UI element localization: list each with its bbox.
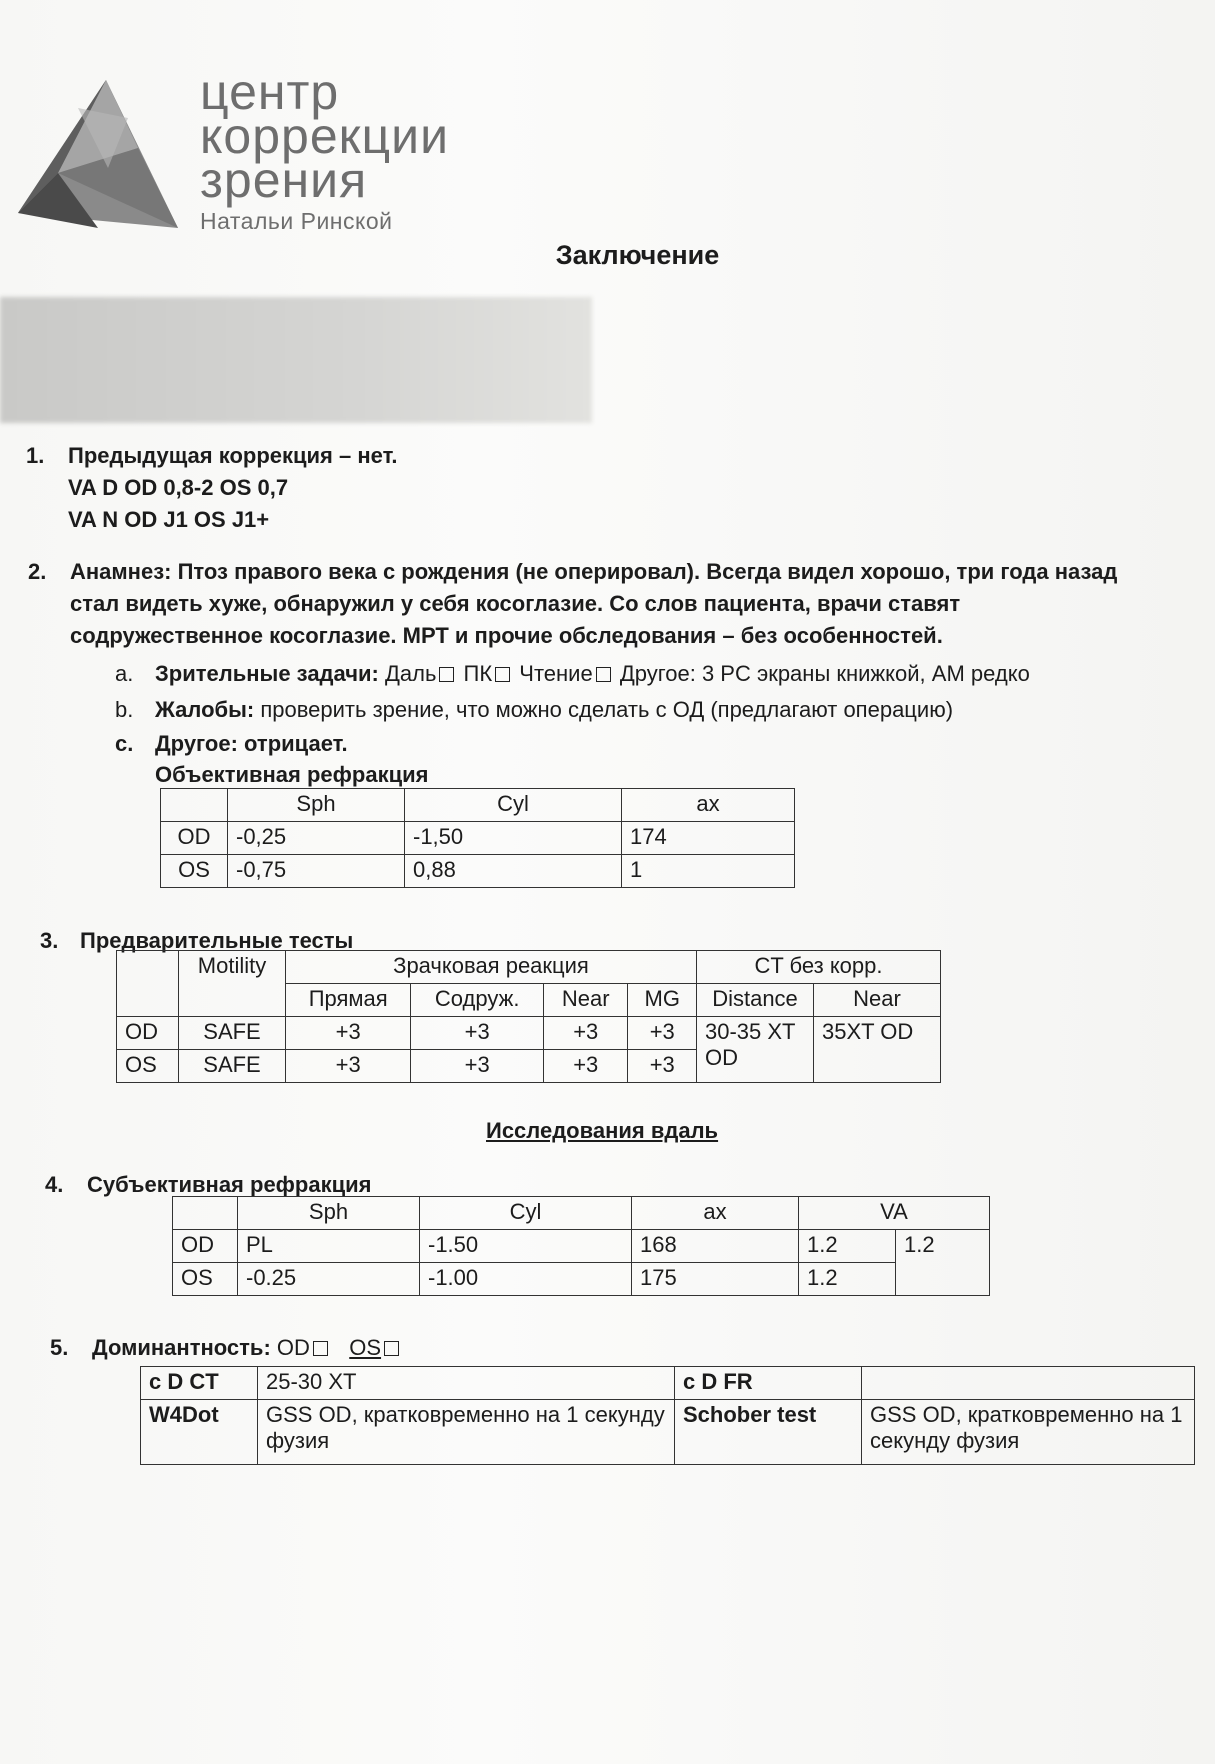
table-cell: 1.2 (799, 1230, 896, 1263)
table-cell: -0,75 (228, 855, 405, 888)
checkbox-distance (439, 667, 454, 682)
logo-text (200, 64, 450, 235)
section-2-number: 2. (28, 559, 47, 584)
other-text: Другое: отрицает. (155, 731, 348, 756)
ct-distance-cell: 30-35 XT OD (697, 1017, 814, 1083)
table-row (173, 1230, 990, 1263)
task-distance: Даль (384, 661, 437, 686)
table-cell: 175 (632, 1263, 799, 1296)
task-pc: ПК (463, 661, 493, 686)
logo-subtitle: Натальи Ринской (200, 208, 393, 234)
header-cell: VA (799, 1197, 990, 1230)
table-cell: -1,50 (405, 822, 622, 855)
ct-header: CT без корр. (697, 951, 941, 984)
cdfr-label: c D FR (675, 1367, 862, 1400)
table-cell: 0,88 (405, 855, 622, 888)
table-cell: OD (117, 1017, 179, 1050)
section-3-number: 3. (40, 928, 59, 953)
section-1 (26, 440, 398, 536)
dominance-label: Доминантность: (92, 1335, 271, 1360)
checkbox-os (384, 1341, 399, 1356)
subheader-cell: Прямая (286, 984, 411, 1017)
item-b-letter: b. (115, 697, 134, 722)
table-row (117, 1017, 941, 1050)
table-cell: +3 (411, 1050, 544, 1083)
section-5 (50, 1332, 402, 1364)
preliminary-tests-table (116, 950, 941, 1083)
objective-refraction-table (160, 788, 795, 888)
header-cell (161, 789, 228, 822)
item-a-letter: a. (115, 661, 134, 686)
table-cell: -0.25 (238, 1263, 420, 1296)
header-cell: Cyl (405, 789, 622, 822)
visual-tasks (115, 658, 1030, 690)
dominance-tests-table (140, 1366, 1195, 1465)
table-cell: OS (173, 1263, 238, 1296)
table-cell: -1.50 (420, 1230, 632, 1263)
table-cell: 174 (622, 822, 795, 855)
dominance-os: OS (349, 1335, 382, 1360)
table-cell: OD (161, 822, 228, 855)
table-cell: SAFE (179, 1017, 286, 1050)
table-cell: -0,25 (228, 822, 405, 855)
subjective-refraction-table (172, 1196, 990, 1296)
w4dot-value: GSS OD, кратковременно на 1 секунду фузия (258, 1400, 675, 1465)
empty-cell (117, 951, 179, 1017)
subheader-cell: Distance (697, 984, 814, 1017)
table-row (161, 855, 795, 888)
anamnesis-line-1: Анамнез: Птоз правого века с рождения (не оперировал). Всегда видел хорошо, три года назад (70, 559, 1118, 584)
task-reading: Чтение (519, 661, 593, 686)
table-cell: +3 (286, 1017, 411, 1050)
section-4-heading (45, 1172, 372, 1198)
distance-studies-heading: Исследования вдаль (486, 1118, 719, 1143)
table-cell: +3 (286, 1050, 411, 1083)
subheader-cell: Near (544, 984, 628, 1017)
pyramid-logo-icon (18, 78, 183, 238)
section-2 (28, 556, 1215, 652)
other-item (115, 728, 348, 760)
section-1-number: 1. (26, 443, 45, 468)
complaints-label: Жалобы: (155, 697, 255, 722)
pupil-reaction-header: Зрачковая реакция (286, 951, 697, 984)
table-row (173, 1263, 990, 1296)
schober-value: GSS OD, кратковременно на 1 секунду фузия (862, 1400, 1195, 1465)
table-cell: 1 (622, 855, 795, 888)
complaints (115, 694, 954, 726)
table-cell: SAFE (179, 1050, 286, 1083)
table-header-row (161, 789, 795, 822)
table-cell: +3 (544, 1050, 628, 1083)
checkbox-od (313, 1341, 328, 1356)
table-row (161, 822, 795, 855)
empty-cell (862, 1367, 1195, 1400)
section-4-number: 4. (45, 1172, 64, 1197)
section-5-number: 5. (50, 1335, 69, 1360)
table-cell: 168 (632, 1230, 799, 1263)
table-cell: PL (238, 1230, 420, 1263)
table-row (141, 1367, 1195, 1400)
table-cell: OD (173, 1230, 238, 1263)
table-cell: 1.2 (799, 1263, 896, 1296)
checkbox-reading (596, 667, 611, 682)
w4dot-label: W4Dot (141, 1400, 258, 1465)
subheader-cell: MG (628, 984, 697, 1017)
header-cell: ax (632, 1197, 799, 1230)
table-cell: -1.00 (420, 1263, 632, 1296)
table-header-row (117, 951, 941, 984)
va-distance: VA D OD 0,8-2 OS 0,7 (68, 475, 289, 500)
ct-near-cell: 35XT OD (814, 1017, 941, 1083)
header-cell: Sph (228, 789, 405, 822)
subheader-cell: Near (814, 984, 941, 1017)
table-cell: +3 (628, 1017, 697, 1050)
header-cell: ax (622, 789, 795, 822)
header-cell: Sph (238, 1197, 420, 1230)
va-near: VA N OD J1 OS J1+ (68, 507, 270, 532)
logo-line-1: центр (200, 64, 340, 120)
clinic-logo (18, 64, 538, 240)
table-cell: +3 (411, 1017, 544, 1050)
visual-tasks-label: Зрительные задачи: (155, 661, 379, 686)
table-row (141, 1400, 1195, 1465)
subheader-cell: Содруж. (411, 984, 544, 1017)
cdct-label: c D CT (141, 1367, 258, 1400)
table-cell: +3 (544, 1017, 628, 1050)
va-both-cell: 1.2 (896, 1230, 990, 1296)
logo-line-3: зрения (200, 152, 368, 208)
motility-header: Motility (179, 951, 286, 1017)
table-header-row (173, 1197, 990, 1230)
logo-line-2: коррекции (200, 108, 450, 164)
complaints-text: проверить зрение, что можно сделать с ОД (предлагают операцию) (260, 697, 954, 722)
anamnesis-line-2: стал видеть хуже, обнаружил у себя косоглазие. Со слов пациента, врачи ставят (70, 591, 961, 616)
table-cell: OS (161, 855, 228, 888)
cdct-value: 25-30 XT (258, 1367, 675, 1400)
table-cell: +3 (628, 1050, 697, 1083)
anamnesis-line-3: содружественное косоглазие. МРТ и прочие обследования – без особенностей. (70, 623, 943, 648)
objective-refraction-heading: Объективная рефракция (155, 762, 429, 787)
document-title: Заключение (555, 240, 720, 270)
preliminary-tests-title: Предварительные тесты (80, 928, 354, 953)
table-cell: OS (117, 1050, 179, 1083)
redacted-patient-info (0, 297, 592, 423)
item-c-letter: c. (115, 731, 134, 756)
task-other: Другое: 3 PC экраны книжкой, АМ редко (619, 661, 1030, 686)
prev-correction: Предыдущая коррекция – нет. (68, 443, 398, 468)
header-cell (173, 1197, 238, 1230)
schober-label: Schober test (675, 1400, 862, 1465)
checkbox-pc (495, 667, 510, 682)
header-cell: Cyl (420, 1197, 632, 1230)
subjective-refraction-title: Субъективная рефракция (87, 1172, 372, 1197)
dominance-od: OD (276, 1335, 310, 1360)
